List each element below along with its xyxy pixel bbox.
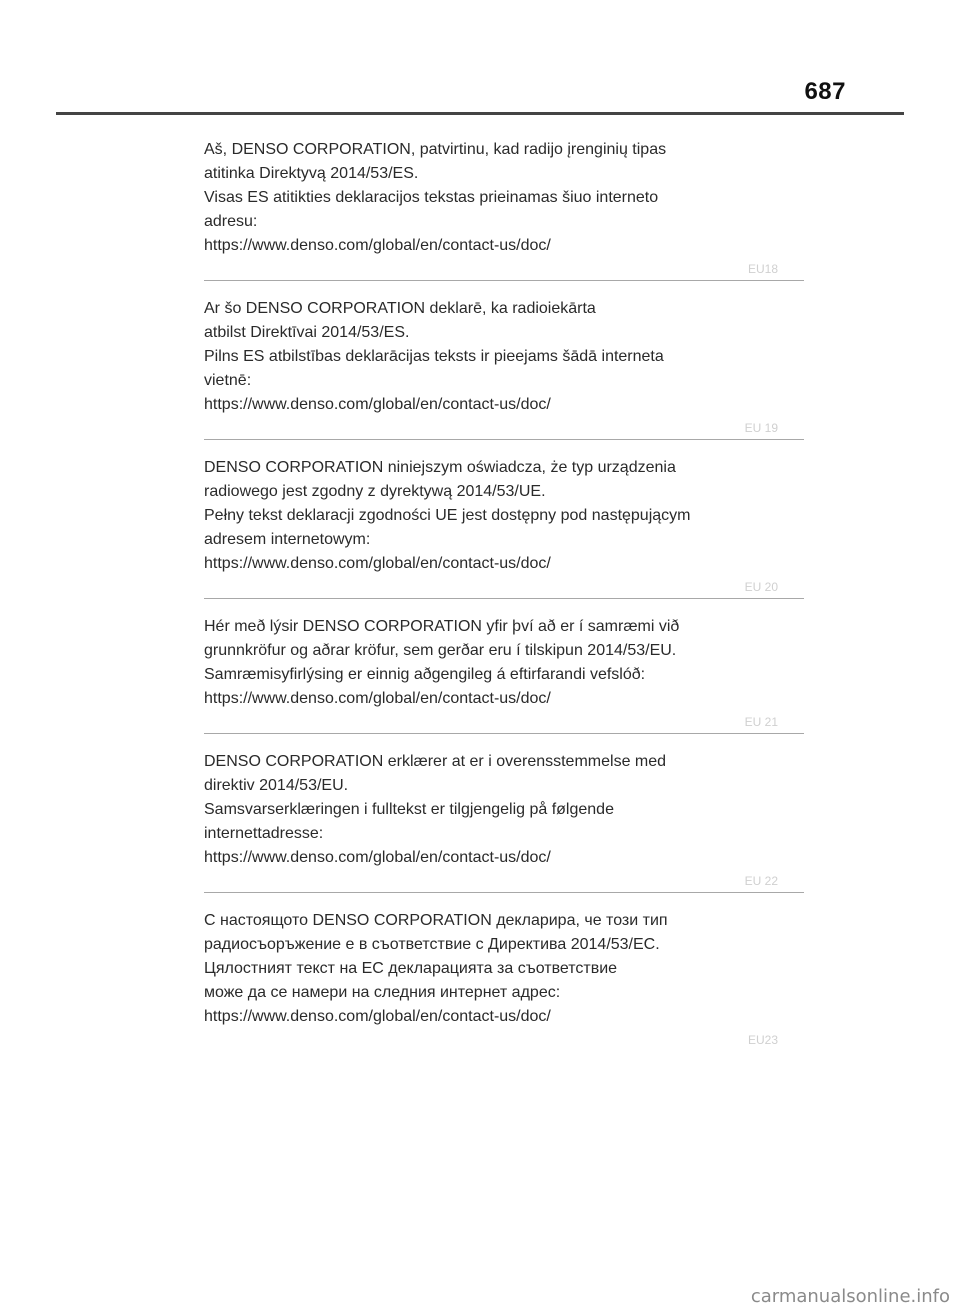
declaration-url: https://www.denso.com/global/en/contact-us/doc/: [204, 849, 551, 866]
declaration-line: Ar šo DENSO CORPORATION deklarē, ka radioiekārta: [204, 300, 596, 317]
section-divider: [204, 733, 804, 734]
section-code: EU 21: [744, 715, 778, 729]
declaration-line: atitinka Direktyvą 2014/53/ES.: [204, 165, 419, 182]
section-divider: [204, 280, 804, 281]
declaration-line: direktiv 2014/53/EU.: [204, 777, 349, 794]
declaration-url: https://www.denso.com/global/en/contact-us/doc/: [204, 396, 551, 413]
header-rule: [56, 112, 904, 115]
declaration-line: Visas ES atitikties deklaracijos tekstas prieinamas šiuo interneto: [204, 189, 659, 206]
declaration-line: С настоящото DENSO CORPORATION декларира, че този тип: [204, 912, 668, 929]
declaration-lithuanian: [204, 138, 804, 280]
declaration-line: DENSO CORPORATION erklærer at er i overensstemmelse med: [204, 753, 667, 770]
declaration-line: grunnkröfur og aðrar kröfur, sem gerðar eru í tilskipun 2014/53/EU.: [204, 642, 677, 659]
section-divider: [204, 892, 804, 893]
declaration-latvian: [204, 297, 804, 439]
declaration-line: Samræmisyfirlýsing er einnig aðgengileg á eftirfarandi vefslóð:: [204, 666, 646, 683]
watermark-text: carmanualsonline.info: [750, 1286, 950, 1307]
declaration-line: radiowego jest zgodny z dyrektywą 2014/53/UE.: [204, 483, 546, 500]
section-code: EU 20: [744, 580, 778, 594]
section-code: EU23: [747, 1033, 778, 1047]
declaration-line: Цялостният текст на ЕС декларацията за съответствие: [204, 960, 618, 977]
declaration-norwegian: [204, 750, 804, 892]
page-number: 687: [804, 78, 846, 105]
section-divider: [204, 598, 804, 599]
declaration-line: adresem internetowym:: [204, 531, 371, 548]
declaration-line: vietnē:: [204, 372, 252, 389]
declaration-line: може да се намери на следния интернет адрес:: [204, 984, 561, 1001]
declaration-line: adresu:: [204, 213, 258, 230]
section-divider: [204, 439, 804, 440]
declaration-line: internettadresse:: [204, 825, 324, 842]
declaration-polish: [204, 456, 804, 598]
declaration-line: Aš, DENSO CORPORATION, patvirtinu, kad radijo įrenginių tipas: [204, 141, 667, 158]
declaration-line: Pilns ES atbilstības deklarācijas teksts ir pieejams šādā interneta: [204, 348, 664, 365]
section-code: EU 22: [744, 874, 778, 888]
declaration-line: Pełny tekst deklaracji zgodności UE jest dostępny pod następującym: [204, 507, 691, 524]
declaration-url: https://www.denso.com/global/en/contact-us/doc/: [204, 237, 551, 254]
declaration-url: https://www.denso.com/global/en/contact-us/doc/: [204, 690, 551, 707]
declaration-line: Hér með lýsir DENSO CORPORATION yfir því að er í samræmi við: [204, 618, 680, 635]
declaration-line: DENSO CORPORATION niniejszym oświadcza, że typ urządzenia: [204, 459, 676, 476]
section-code: EU 19: [744, 421, 778, 435]
declaration-url: https://www.denso.com/global/en/contact-us/doc/: [204, 1008, 551, 1025]
declaration-icelandic: [204, 615, 804, 733]
declaration-sections: [204, 138, 804, 1051]
declaration-line: радиосъоръжение е в съответствие с Директива 2014/53/ЕС.: [204, 936, 660, 953]
declaration-bulgarian: [204, 909, 804, 1051]
declaration-line: atbilst Direktīvai 2014/53/ES.: [204, 324, 410, 341]
declaration-url: https://www.denso.com/global/en/contact-us/doc/: [204, 555, 551, 572]
declaration-line: Samsvarserklæringen i fulltekst er tilgjengelig på følgende: [204, 801, 614, 818]
section-code: EU18: [747, 262, 778, 276]
